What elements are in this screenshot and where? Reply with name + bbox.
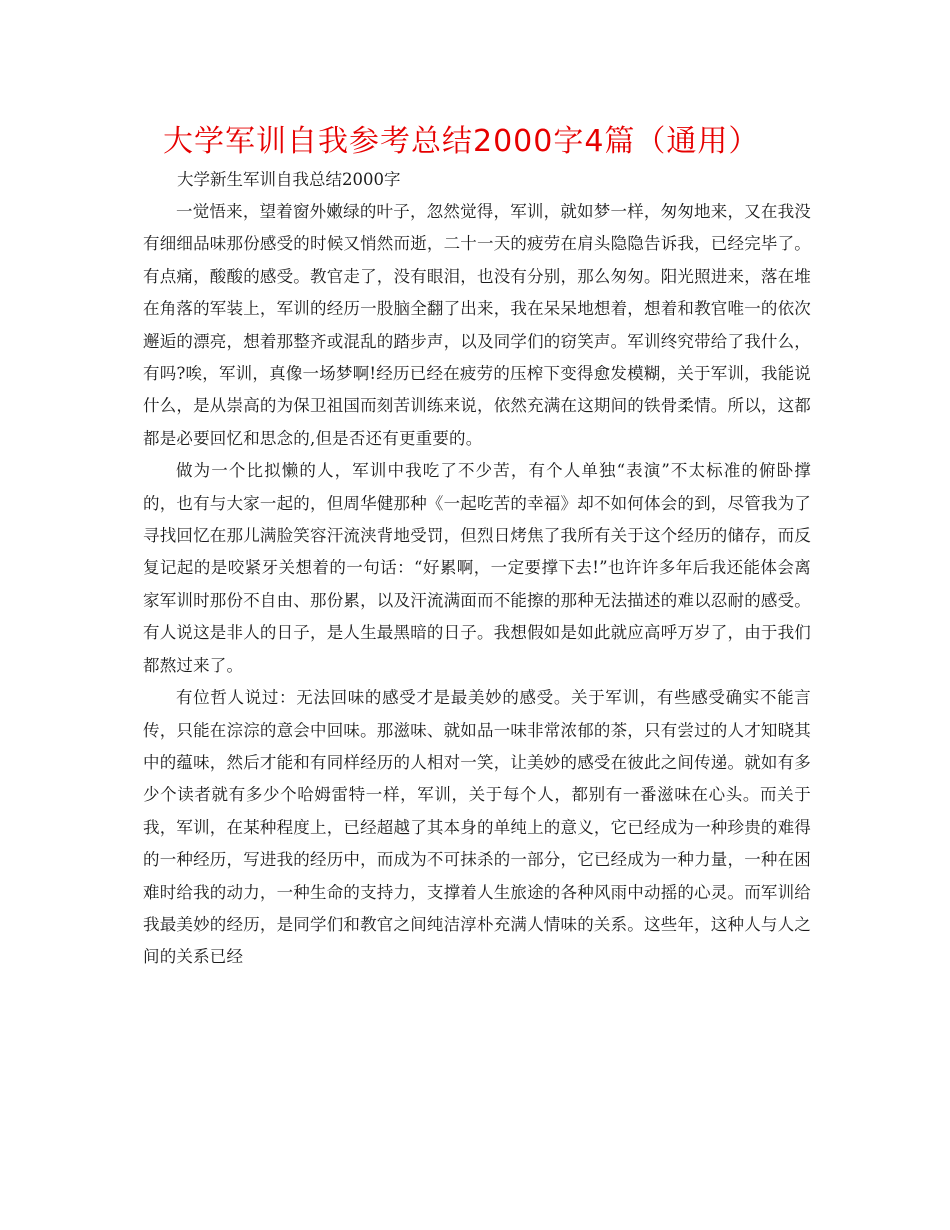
section-subtitle: 大学新生军训自我总结2000字 (177, 170, 401, 189)
document-title: 大学军训自我参考总结2000字4篇（通用） (163, 124, 760, 159)
paragraph-1: 一觉悟来，望着窗外嫩绿的叶子，忽然觉得，军训，就如梦一样，匆匆地来，又在我没有细细品味那份感受的时候又悄然而逝，二十一天的疲劳在肩头隐隐告诉我，已经完毕了。有点痛，酸酸的感受。教官走了，没有眼泪，也没有分别，那么匆匆。阳光照进来，落在堆在角落的军装上，军训的经历一股脑全翻了出来，我在呆呆地想着，想着和教官唯一的依次邂逅的漂亮，想着那整齐或混乱的踏步声，以及同学们的窃笑声。军训终究带给了我什么，有吗?唉，军训，真像一场梦啊!经历已经在疲劳的压榨下变得愈发模糊，关于军训，我能说什么，是从崇高的为保卫祖国而刻苦训练来说，依然充满在这期间的铁骨柔情。所以，这都都是必要回忆和思念的,但是否还有更重要的。 (143, 202, 811, 448)
paragraph-2: 做为一个比拟懒的人，军训中我吃了不少苦，有个人单独“表演”不太标准的俯卧撑的，也有与大家一起的，但周华健那种《一起吃苦的幸福》却不如何体会的到，尽管我为了寻找回忆在那儿满脸笑容汗流浃背地受罚，但烈日烤焦了我所有关于这个经历的储存，而反复记起的是咬紧牙关想着的一句话：“好累啊，一定要撑下去!”也许许多年后我还能体会离家军训时那份不自由、那份累，以及汗流满面而不能擦的那种无法描述的难以忍耐的感受。有人说这是非人的日子，是人生最黑暗的日子。我想假如是如此就应高呼万岁了，由于我们都熬过来了。 (143, 461, 811, 675)
document-body (143, 196, 811, 974)
paragraph-3: 有位哲人说过：无法回味的感受才是最美妙的感受。关于军训，有些感受确实不能言传，只能在淙淙的意会中回味。那滋味、就如品一味非常浓郁的茶，只有尝过的人才知晓其中的蕴味，然后才能和有同样经历的人相对一笑，让美妙的感受在彼此之间传递。就如有多少个读者就有多少个哈姆雷特一样，军训，关于每个人，都别有一番滋味在心头。而关于我，军训，在某种程度上，已经超越了其本身的单纯上的意义，它已经成为一种珍贵的难得的一种经历，写进我的经历中，而成为不可抹杀的一部分，它已经成为一种力量，一种在困难时给我的动力，一种生命的支持力，支撑着人生旅途的各种风雨中动摇的心灵。而军训给我最美妙的经历，是同学们和教官之间纯洁淳朴充满人情味的关系。这些年，这种人与人之间的关系已经 (143, 688, 811, 967)
document-page (143, 0, 811, 1230)
